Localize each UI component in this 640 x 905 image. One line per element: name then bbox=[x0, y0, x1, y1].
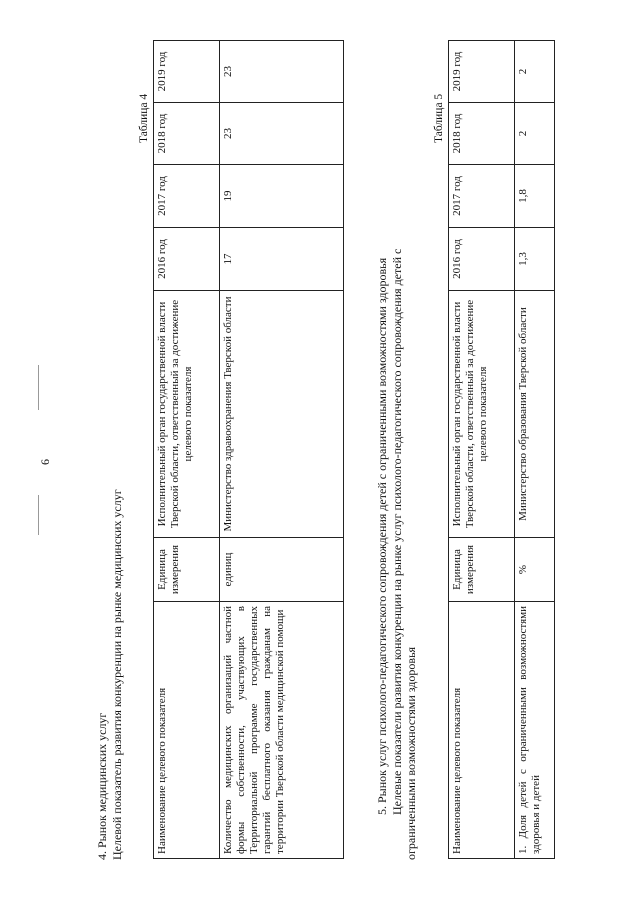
table-4-header-2017: 2017 год bbox=[154, 165, 220, 228]
table-5-header-2019: 2019 год bbox=[449, 41, 515, 103]
page-number: 6 bbox=[38, 459, 52, 465]
table-row bbox=[515, 41, 555, 859]
section-5-subheading-line-2: ограниченными возможностями здоровья bbox=[404, 646, 418, 860]
scan-mark-left bbox=[38, 495, 39, 535]
table-4-header-2016: 2016 год bbox=[154, 228, 220, 291]
table-5-header-authority: Исполнительный орган государственной власти Тверской области, ответственный за достижение целевого показателя bbox=[449, 291, 515, 538]
table-4-caption: Таблица 4 bbox=[138, 93, 150, 143]
table-4-header-row bbox=[154, 41, 220, 859]
table-5-cell-unit: % bbox=[515, 538, 555, 602]
table-4 bbox=[153, 40, 344, 859]
table-5 bbox=[448, 40, 555, 859]
table-5-cell-2019: 2 bbox=[515, 41, 555, 103]
table-5-header-2017: 2017 год bbox=[449, 165, 515, 228]
table-5-header-2018: 2018 год bbox=[449, 103, 515, 165]
table-5-header-unit: Единица измерения bbox=[449, 538, 515, 602]
table-5-cell-indicator: 1. Доля детей с ограниченными возможностями здоровья и детей bbox=[515, 602, 555, 859]
table-5-header-2016: 2016 год bbox=[449, 228, 515, 291]
table-5-cell-2017: 1,8 bbox=[515, 165, 555, 228]
table-5-header-row bbox=[449, 41, 515, 859]
table-5-cell-2016: 1,3 bbox=[515, 228, 555, 291]
section-5-heading: 5. Рынок услуг психолого-педагогического сопровождения детей с ограниченными возможностями здоровья bbox=[375, 257, 389, 815]
table-4-cell-authority: Министерство здравоохранения Тверской области bbox=[220, 291, 344, 538]
table-4-header-2018: 2018 год bbox=[154, 103, 220, 165]
table-4-cell-2018: 23 bbox=[220, 103, 344, 165]
table-4-header-indicator: Наименование целевого показателя bbox=[154, 602, 220, 859]
table-5-caption: Таблица 5 bbox=[433, 93, 445, 143]
table-4-header-authority: Исполнительный орган государственной власти Тверской области, ответственный за достижение целевого показателя bbox=[154, 291, 220, 538]
scan-mark-right bbox=[38, 365, 39, 410]
table-4-cell-indicator: Количество медицинских организаций частной формы собственности, участвующих в Территориальной программе государственных гарантий бесплатного оказания гражданам на территории Тверской области медицинской помощи bbox=[220, 602, 344, 859]
table-4-cell-2019: 23 bbox=[220, 41, 344, 103]
section-4-heading: 4. Рынок медицинских услуг bbox=[95, 712, 109, 860]
table-5-header-indicator: Наименование целевого показателя bbox=[449, 602, 515, 859]
table-4-cell-2017: 19 bbox=[220, 165, 344, 228]
table-5-cell-2018: 2 bbox=[515, 103, 555, 165]
section-4-subheading: Целевой показатель развития конкуренции на рынке медицинских услуг bbox=[110, 489, 124, 860]
table-4-header-2019: 2019 год bbox=[154, 41, 220, 103]
table-4-header-unit: Единица измерения bbox=[154, 538, 220, 602]
table-5-cell-authority: Министерство образования Тверской области bbox=[515, 291, 555, 538]
section-5-subheading-line-1: Целевые показатели развития конкуренции на рынке услуг психолого-педагогического сопровождения детей с bbox=[390, 248, 404, 815]
table-4-cell-unit: единиц bbox=[220, 538, 344, 602]
table-4-cell-2016: 17 bbox=[220, 228, 344, 291]
table-row bbox=[220, 41, 344, 859]
